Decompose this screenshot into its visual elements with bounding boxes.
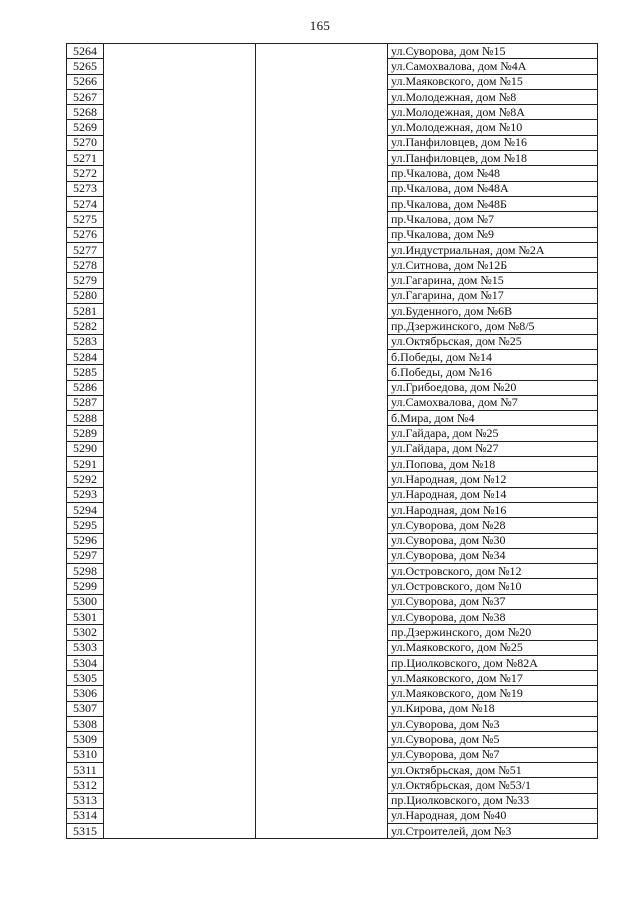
empty-cell <box>104 824 256 839</box>
empty-cell <box>104 717 256 732</box>
table-row <box>67 151 598 166</box>
empty-cell <box>104 258 256 273</box>
row-number-cell: 5303 <box>67 640 104 655</box>
empty-cell <box>104 487 256 502</box>
table-row <box>67 166 598 181</box>
empty-cell <box>104 411 256 426</box>
address-cell: ул.Суворова, дом №7 <box>388 747 598 762</box>
empty-cell <box>256 594 388 609</box>
table-row <box>67 258 598 273</box>
address-cell: пр.Циолковского, дом №33 <box>388 793 598 808</box>
empty-cell <box>256 242 388 257</box>
table-row <box>67 44 598 59</box>
table-row <box>67 89 598 104</box>
empty-cell <box>256 334 388 349</box>
empty-cell <box>256 365 388 380</box>
table-row <box>67 120 598 135</box>
empty-cell <box>256 395 388 410</box>
empty-cell <box>104 441 256 456</box>
empty-cell <box>256 793 388 808</box>
row-number-cell: 5276 <box>67 227 104 242</box>
table-row <box>67 640 598 655</box>
empty-cell <box>256 258 388 273</box>
table-row <box>67 181 598 196</box>
address-cell: ул.Островского, дом №12 <box>388 564 598 579</box>
row-number-cell: 5306 <box>67 686 104 701</box>
address-cell: ул.Народная, дом №12 <box>388 472 598 487</box>
address-cell: ул.Индустриальная, дом №2А <box>388 242 598 257</box>
row-number-cell: 5305 <box>67 671 104 686</box>
table-row <box>67 457 598 472</box>
row-number-cell: 5289 <box>67 426 104 441</box>
table-row <box>67 426 598 441</box>
table-row <box>67 487 598 502</box>
empty-cell <box>256 181 388 196</box>
address-cell: ул.Самохвалова, дом №7 <box>388 395 598 410</box>
address-cell: ул.Молодежная, дом №8А <box>388 105 598 120</box>
empty-cell <box>256 135 388 150</box>
table-row <box>67 594 598 609</box>
empty-cell <box>256 227 388 242</box>
row-number-cell: 5268 <box>67 105 104 120</box>
empty-cell <box>104 472 256 487</box>
row-number-cell: 5297 <box>67 548 104 563</box>
empty-cell <box>104 334 256 349</box>
empty-cell <box>256 487 388 502</box>
address-cell: ул.Народная, дом №40 <box>388 808 598 823</box>
table-row <box>67 105 598 120</box>
table-row <box>67 609 598 624</box>
empty-cell <box>104 120 256 135</box>
empty-cell <box>256 717 388 732</box>
empty-cell <box>104 44 256 59</box>
table-row <box>67 686 598 701</box>
empty-cell <box>104 640 256 655</box>
empty-cell <box>256 762 388 777</box>
row-number-cell: 5299 <box>67 579 104 594</box>
row-number-cell: 5288 <box>67 411 104 426</box>
empty-cell <box>256 59 388 74</box>
table-row <box>67 288 598 303</box>
empty-cell <box>256 426 388 441</box>
row-number-cell: 5310 <box>67 747 104 762</box>
empty-cell <box>256 212 388 227</box>
empty-cell <box>256 609 388 624</box>
table-row <box>67 625 598 640</box>
table-row <box>67 808 598 823</box>
empty-cell <box>104 701 256 716</box>
empty-cell <box>256 564 388 579</box>
table-row <box>67 701 598 716</box>
empty-cell <box>256 304 388 319</box>
address-cell: пр.Чкалова, дом №9 <box>388 227 598 242</box>
row-number-cell: 5284 <box>67 349 104 364</box>
table-row <box>67 395 598 410</box>
empty-cell <box>104 89 256 104</box>
table-row <box>67 349 598 364</box>
address-cell: пр.Циолковского, дом №82А <box>388 655 598 670</box>
empty-cell <box>104 135 256 150</box>
table-row <box>67 533 598 548</box>
row-number-cell: 5300 <box>67 594 104 609</box>
empty-cell <box>256 44 388 59</box>
empty-cell <box>104 426 256 441</box>
empty-cell <box>104 671 256 686</box>
empty-cell <box>104 533 256 548</box>
row-number-cell: 5302 <box>67 625 104 640</box>
address-cell: ул.Панфиловцев, дом №16 <box>388 135 598 150</box>
empty-cell <box>256 120 388 135</box>
row-number-cell: 5282 <box>67 319 104 334</box>
table-row <box>67 242 598 257</box>
empty-cell <box>256 640 388 655</box>
empty-cell <box>256 732 388 747</box>
row-number-cell: 5266 <box>67 74 104 89</box>
row-number-cell: 5267 <box>67 89 104 104</box>
address-cell: ул.Народная, дом №14 <box>388 487 598 502</box>
empty-cell <box>256 273 388 288</box>
address-cell: ул.Суворова, дом №3 <box>388 717 598 732</box>
empty-cell <box>256 380 388 395</box>
page-number: 165 <box>309 18 331 33</box>
row-number-cell: 5278 <box>67 258 104 273</box>
row-number-cell: 5275 <box>67 212 104 227</box>
empty-cell <box>104 609 256 624</box>
table-row <box>67 212 598 227</box>
empty-cell <box>256 89 388 104</box>
address-cell: ул.Октябрьская, дом №53/1 <box>388 778 598 793</box>
address-cell: ул.Ситнова, дом №12Б <box>388 258 598 273</box>
empty-cell <box>104 105 256 120</box>
table-row <box>67 793 598 808</box>
row-number-cell: 5309 <box>67 732 104 747</box>
table-row <box>67 334 598 349</box>
row-number-cell: 5307 <box>67 701 104 716</box>
row-number-cell: 5274 <box>67 196 104 211</box>
address-cell: пр.Чкалова, дом №48А <box>388 181 598 196</box>
address-cell: пр.Чкалова, дом №7 <box>388 212 598 227</box>
empty-cell <box>104 349 256 364</box>
address-cell: ул.Грибоедова, дом №20 <box>388 380 598 395</box>
address-cell: ул.Суворова, дом №28 <box>388 518 598 533</box>
table-row <box>67 762 598 777</box>
address-cell: ул.Суворова, дом №34 <box>388 548 598 563</box>
empty-cell <box>104 655 256 670</box>
table-row <box>67 518 598 533</box>
empty-cell <box>104 594 256 609</box>
row-number-cell: 5312 <box>67 778 104 793</box>
row-number-cell: 5271 <box>67 151 104 166</box>
empty-cell <box>104 686 256 701</box>
empty-cell <box>104 181 256 196</box>
address-cell: ул.Суворова, дом №5 <box>388 732 598 747</box>
address-cell: ул.Маяковского, дом №25 <box>388 640 598 655</box>
empty-cell <box>104 166 256 181</box>
empty-cell <box>256 105 388 120</box>
empty-cell <box>104 74 256 89</box>
row-number-cell: 5264 <box>67 44 104 59</box>
table-row <box>67 59 598 74</box>
row-number-cell: 5311 <box>67 762 104 777</box>
row-number-cell: 5286 <box>67 380 104 395</box>
row-number-cell: 5272 <box>67 166 104 181</box>
empty-cell <box>104 288 256 303</box>
address-cell: пр.Чкалова, дом №48 <box>388 166 598 181</box>
table-row <box>67 747 598 762</box>
empty-cell <box>256 533 388 548</box>
empty-cell <box>256 824 388 839</box>
row-number-cell: 5279 <box>67 273 104 288</box>
row-number-cell: 5308 <box>67 717 104 732</box>
row-number-cell: 5301 <box>67 609 104 624</box>
empty-cell <box>104 227 256 242</box>
table-row <box>67 380 598 395</box>
row-number-cell: 5304 <box>67 655 104 670</box>
empty-cell <box>256 747 388 762</box>
address-cell: ул.Маяковского, дом №15 <box>388 74 598 89</box>
table-row <box>67 502 598 517</box>
empty-cell <box>256 808 388 823</box>
empty-cell <box>104 457 256 472</box>
empty-cell <box>104 242 256 257</box>
address-cell: пр.Чкалова, дом №48Б <box>388 196 598 211</box>
empty-cell <box>104 304 256 319</box>
address-cell: б.Победы, дом №16 <box>388 365 598 380</box>
address-cell: ул.Суворова, дом №37 <box>388 594 598 609</box>
row-number-cell: 5291 <box>67 457 104 472</box>
empty-cell <box>104 365 256 380</box>
empty-cell <box>256 518 388 533</box>
address-cell: ул.Молодежная, дом №10 <box>388 120 598 135</box>
empty-cell <box>104 196 256 211</box>
empty-cell <box>256 319 388 334</box>
table-row <box>67 441 598 456</box>
address-cell: б.Мира, дом №4 <box>388 411 598 426</box>
address-cell: ул.Маяковского, дом №17 <box>388 671 598 686</box>
address-cell: ул.Молодежная, дом №8 <box>388 89 598 104</box>
empty-cell <box>104 548 256 563</box>
table-row <box>67 548 598 563</box>
row-number-cell: 5281 <box>67 304 104 319</box>
empty-cell <box>256 457 388 472</box>
empty-cell <box>104 151 256 166</box>
address-cell: ул.Попова, дом №18 <box>388 457 598 472</box>
empty-cell <box>256 502 388 517</box>
empty-cell <box>104 625 256 640</box>
empty-cell <box>104 502 256 517</box>
row-number-cell: 5315 <box>67 824 104 839</box>
address-cell: ул.Самохвалова, дом №4А <box>388 59 598 74</box>
empty-cell <box>256 472 388 487</box>
empty-cell <box>104 579 256 594</box>
empty-cell <box>104 762 256 777</box>
empty-cell <box>104 747 256 762</box>
table-row <box>67 778 598 793</box>
table-row <box>67 671 598 686</box>
address-cell: б.Победы, дом №14 <box>388 349 598 364</box>
row-number-cell: 5293 <box>67 487 104 502</box>
empty-cell <box>256 625 388 640</box>
empty-cell <box>256 441 388 456</box>
table-row <box>67 655 598 670</box>
empty-cell <box>104 732 256 747</box>
row-number-cell: 5269 <box>67 120 104 135</box>
table-row <box>67 74 598 89</box>
address-cell: пр.Дзержинского, дом №8/5 <box>388 319 598 334</box>
row-number-cell: 5313 <box>67 793 104 808</box>
address-cell: ул.Кирова, дом №18 <box>388 701 598 716</box>
empty-cell <box>104 793 256 808</box>
address-cell: ул.Суворова, дом №30 <box>388 533 598 548</box>
table-row <box>67 472 598 487</box>
table-row <box>67 304 598 319</box>
row-number-cell: 5295 <box>67 518 104 533</box>
table-row <box>67 564 598 579</box>
row-number-cell: 5285 <box>67 365 104 380</box>
row-number-cell: 5283 <box>67 334 104 349</box>
row-number-cell: 5294 <box>67 502 104 517</box>
table-row <box>67 135 598 150</box>
empty-cell <box>104 778 256 793</box>
table-row <box>67 319 598 334</box>
address-cell: ул.Октябрьская, дом №25 <box>388 334 598 349</box>
table-row <box>67 732 598 747</box>
empty-cell <box>256 671 388 686</box>
table-row <box>67 824 598 839</box>
table-row <box>67 365 598 380</box>
table-row <box>67 717 598 732</box>
row-number-cell: 5265 <box>67 59 104 74</box>
empty-cell <box>104 212 256 227</box>
empty-cell <box>104 564 256 579</box>
table-body <box>67 44 598 839</box>
address-cell: ул.Гайдара, дом №25 <box>388 426 598 441</box>
address-cell: ул.Суворова, дом №15 <box>388 44 598 59</box>
empty-cell <box>256 288 388 303</box>
empty-cell <box>256 196 388 211</box>
address-cell: ул.Октябрьская, дом №51 <box>388 762 598 777</box>
empty-cell <box>256 655 388 670</box>
empty-cell <box>104 273 256 288</box>
row-number-cell: 5298 <box>67 564 104 579</box>
row-number-cell: 5270 <box>67 135 104 150</box>
empty-cell <box>256 686 388 701</box>
address-table <box>66 43 598 839</box>
empty-cell <box>104 380 256 395</box>
row-number-cell: 5290 <box>67 441 104 456</box>
empty-cell <box>104 395 256 410</box>
row-number-cell: 5287 <box>67 395 104 410</box>
empty-cell <box>256 411 388 426</box>
row-number-cell: 5273 <box>67 181 104 196</box>
address-cell: ул.Панфиловцев, дом №18 <box>388 151 598 166</box>
address-cell: ул.Народная, дом №16 <box>388 502 598 517</box>
address-cell: ул.Суворова, дом №38 <box>388 609 598 624</box>
empty-cell <box>256 166 388 181</box>
table-row <box>67 227 598 242</box>
address-cell: пр.Дзержинского, дом №20 <box>388 625 598 640</box>
address-cell: ул.Гайдара, дом №27 <box>388 441 598 456</box>
empty-cell <box>104 319 256 334</box>
row-number-cell: 5292 <box>67 472 104 487</box>
empty-cell <box>256 151 388 166</box>
address-cell: ул.Гагарина, дом №15 <box>388 273 598 288</box>
table-row <box>67 196 598 211</box>
empty-cell <box>256 778 388 793</box>
empty-cell <box>104 518 256 533</box>
address-cell: ул.Гагарина, дом №17 <box>388 288 598 303</box>
row-number-cell: 5296 <box>67 533 104 548</box>
empty-cell <box>256 74 388 89</box>
empty-cell <box>104 808 256 823</box>
table-row <box>67 579 598 594</box>
row-number-cell: 5280 <box>67 288 104 303</box>
table-row <box>67 273 598 288</box>
empty-cell <box>256 349 388 364</box>
row-number-cell: 5314 <box>67 808 104 823</box>
address-cell: ул.Островского, дом №10 <box>388 579 598 594</box>
address-cell: ул.Маяковского, дом №19 <box>388 686 598 701</box>
address-cell: ул.Буденного, дом №6В <box>388 304 598 319</box>
empty-cell <box>256 701 388 716</box>
table-row <box>67 411 598 426</box>
empty-cell <box>256 579 388 594</box>
empty-cell <box>256 548 388 563</box>
row-number-cell: 5277 <box>67 242 104 257</box>
empty-cell <box>104 59 256 74</box>
address-cell: ул.Строителей, дом №3 <box>388 824 598 839</box>
